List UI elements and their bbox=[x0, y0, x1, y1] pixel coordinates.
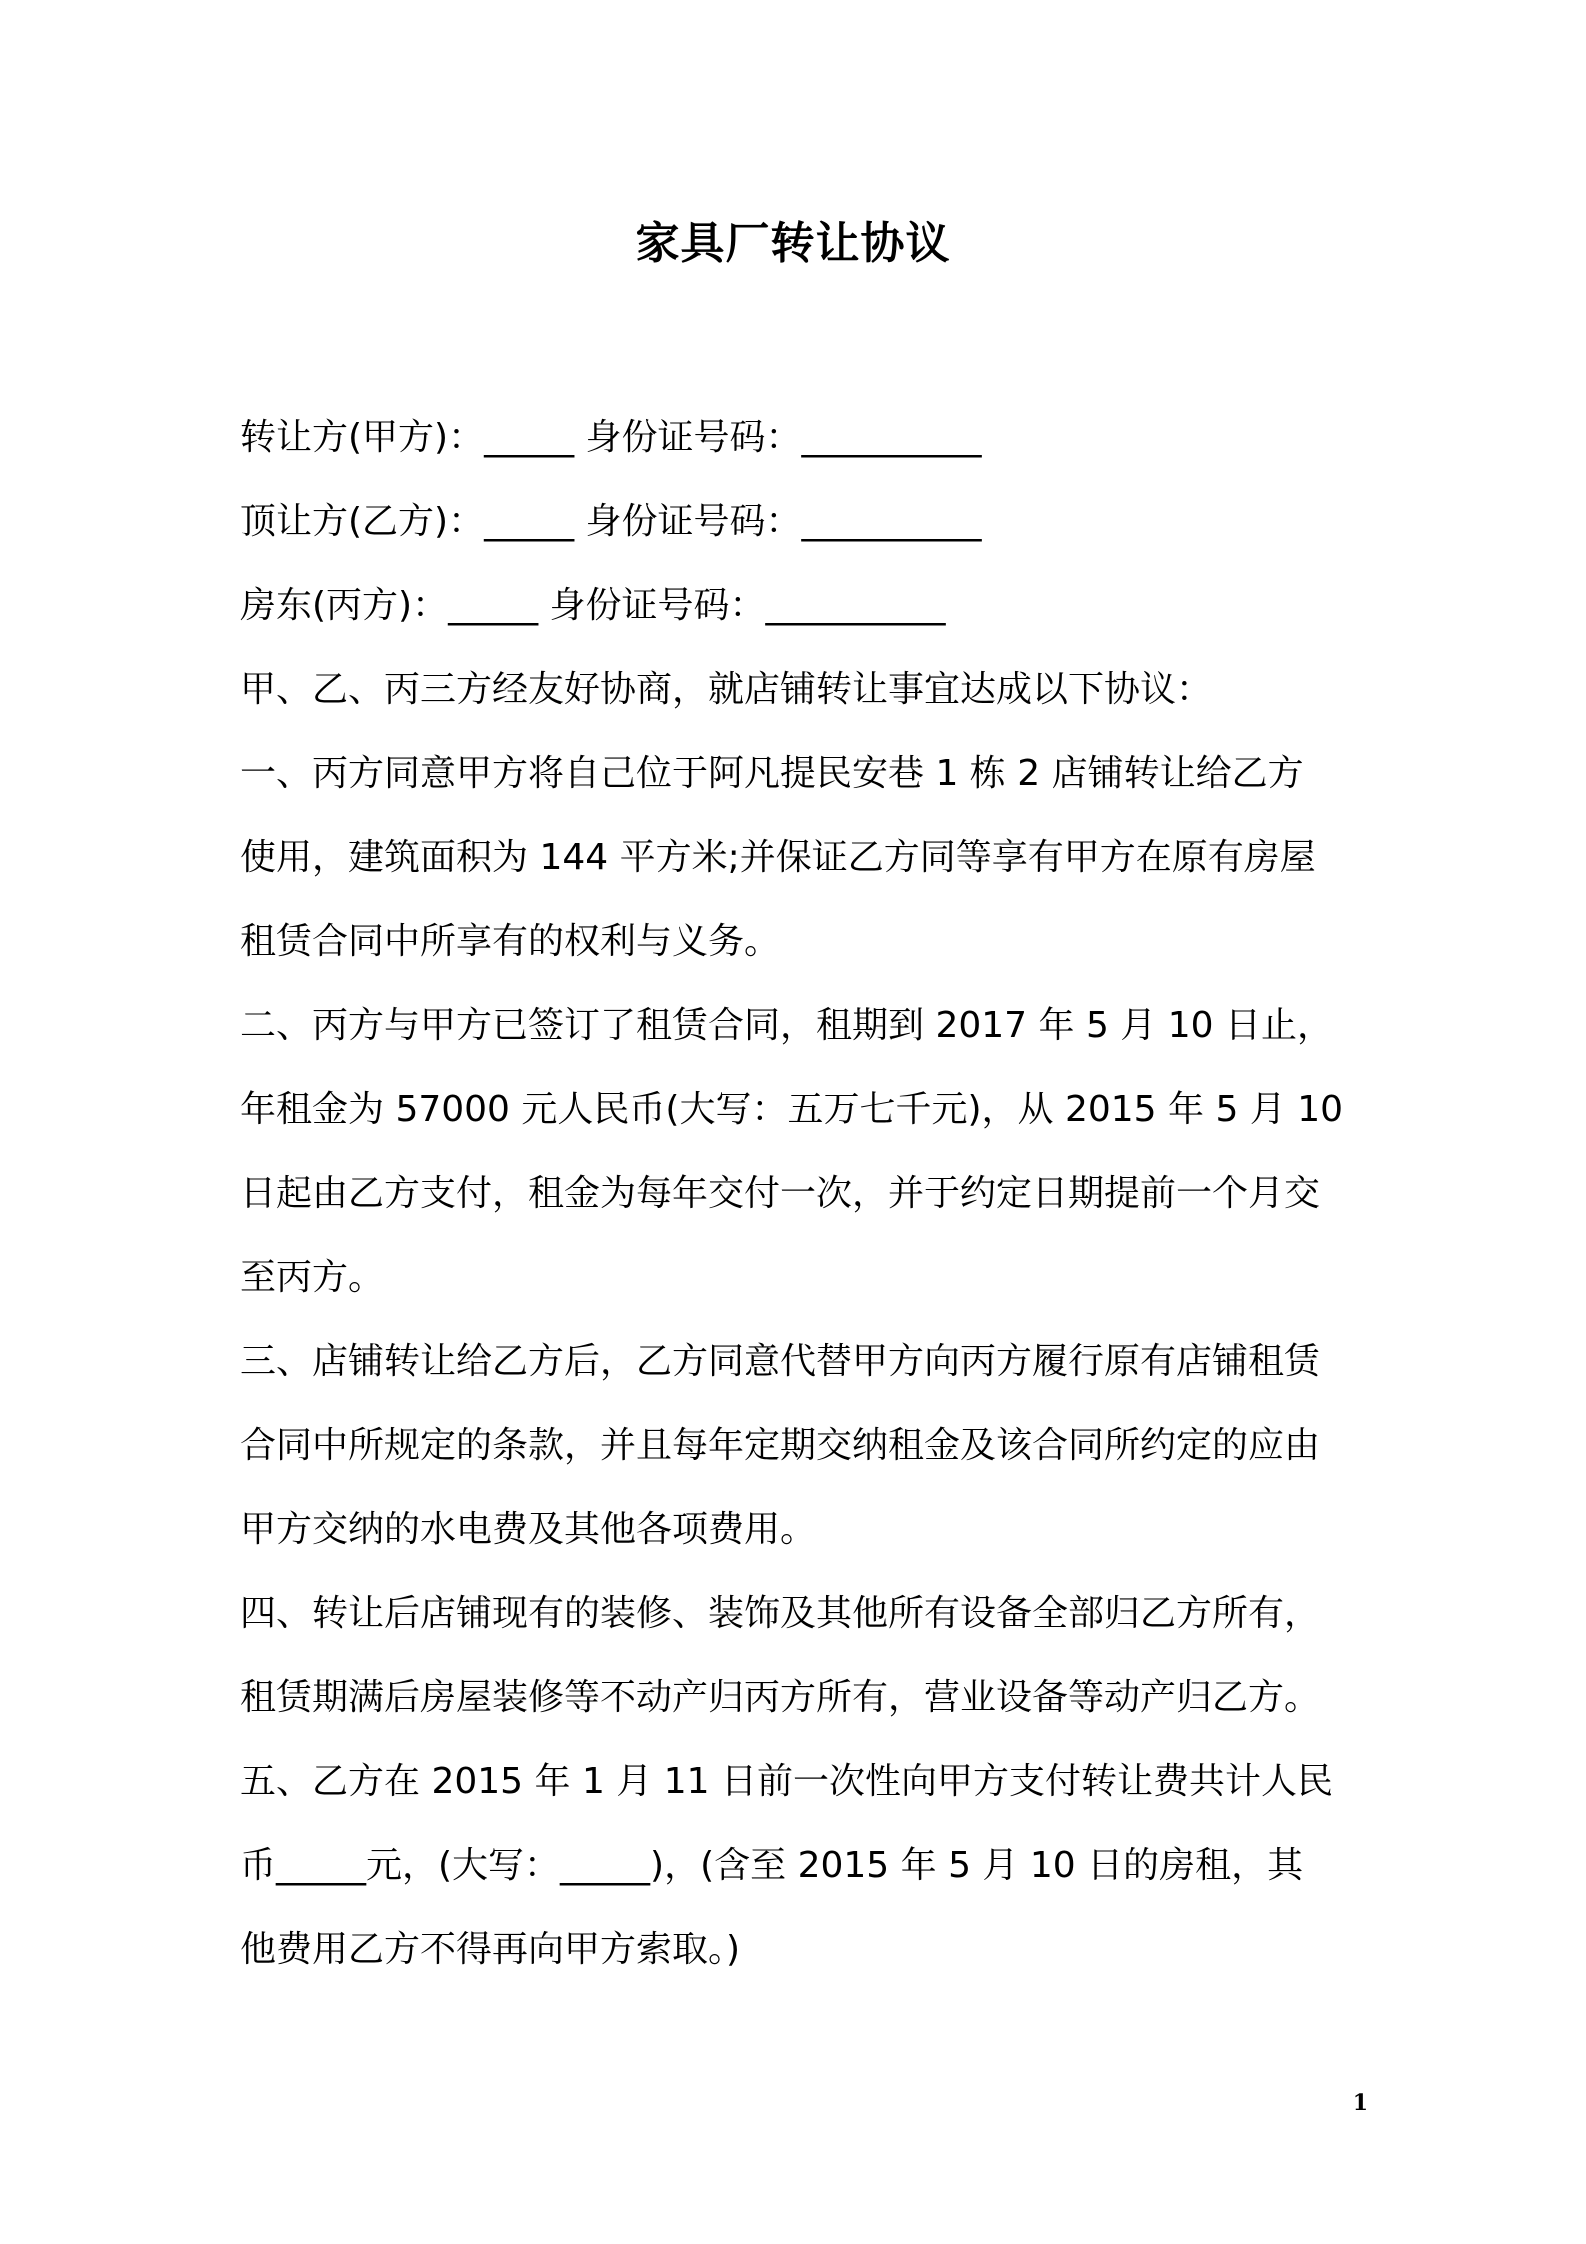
clause-3-line-2: 合同中所规定的条款，并且每年定期交纳租金及该合同所约定的应由 bbox=[240, 1425, 1321, 1466]
clause-4-line-1: 四、转让后店铺现有的装修、装饰及其他所有设备全部归乙方所有， bbox=[240, 1593, 1321, 1634]
clause-1-line-3: 租赁合同中所享有的权利与义务。 bbox=[240, 921, 781, 962]
intro-line: 甲、乙、丙三方经友好协商，就店铺转让事宜达成以下协议： bbox=[240, 669, 1213, 710]
clause-3-line-3: 甲方交纳的水电费及其他各项费用。 bbox=[240, 1509, 817, 1550]
clause-5-line-1: 五、乙方在 2015 年 1 月 11 日前一次性向甲方支付转让费共计人民 bbox=[240, 1761, 1333, 1802]
clause-2-line-2: 年租金为 57000 元人民币(大写：五万七千元)，从 2015 年 5 月 10 bbox=[240, 1089, 1344, 1130]
clause-1-line-2: 使用，建筑面积为 144 平方米;并保证乙方同等享有甲方在原有房屋 bbox=[240, 837, 1316, 878]
party-c-line: 房东(丙方)：_____ 身份证号码：__________ bbox=[240, 585, 946, 626]
clause-3-line-1: 三、店铺转让给乙方后，乙方同意代替甲方向丙方履行原有店铺租赁 bbox=[240, 1341, 1321, 1382]
clause-2-line-1: 二、丙方与甲方已签订了租赁合同，租期到 2017 年 5 月 10 日止， bbox=[240, 1005, 1333, 1046]
clause-5-line-2: 币_____元，(大写：_____)，(含至 2015 年 5 月 10 日的房租，其 bbox=[240, 1845, 1304, 1886]
clause-1-line-1: 一、丙方同意甲方将自己位于阿凡提民安巷 1 栋 2 店铺转让给乙方 bbox=[240, 753, 1304, 794]
party-b-line: 顶让方(乙方)：_____ 身份证号码：__________ bbox=[240, 501, 982, 542]
clause-4-line-2: 租赁期满后房屋装修等不动产归丙方所有，营业设备等动产归乙方。 bbox=[240, 1677, 1321, 1718]
clause-5-line-3: 他费用乙方不得再向甲方索取。) bbox=[240, 1929, 741, 1970]
party-a-line: 转让方(甲方)：_____ 身份证号码：__________ bbox=[240, 417, 982, 458]
page-number: 1 bbox=[1352, 2090, 1368, 2116]
clause-2-line-4: 至丙方。 bbox=[240, 1257, 385, 1298]
clause-2-line-3: 日起由乙方支付，租金为每年交付一次，并于约定日期提前一个月交 bbox=[240, 1173, 1321, 1214]
document-title: 家具厂转让协议 bbox=[635, 218, 951, 269]
